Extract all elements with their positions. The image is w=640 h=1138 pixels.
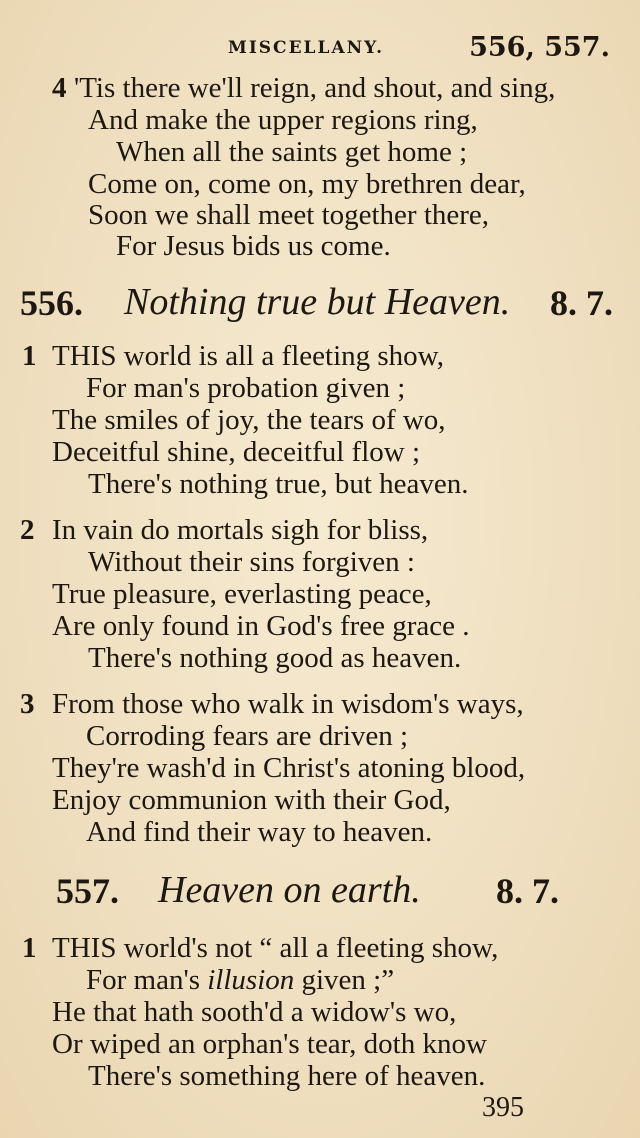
verse-line: Enjoy communion with their God, [52,784,451,816]
verse-line: Corroding fears are driven ; [86,720,409,752]
stanza-number: 4 [52,72,67,104]
verse-line: Deceitful shine, deceitful flow ; [52,436,421,468]
stanza-number: 3 [20,688,35,720]
verse-line: Are only found in God's free grace . [52,610,470,642]
running-head: MISCELLANY. [228,38,385,58]
verse-text: given ;” [301,964,395,996]
stanza-number: 1 [22,932,37,964]
verse-line-with-italic [86,964,394,996]
hymn-title: Heaven on earth. [158,869,421,911]
verse-line: Or wiped an orphan's tear, doth know [52,1028,487,1060]
stanza-number: 1 [22,340,37,372]
verse-text: For man's [86,964,200,996]
hymn-meter: 8. 7. [496,871,559,911]
verse-line: For man's probation given ; [86,372,406,404]
stanza-number: 2 [20,514,35,546]
verse-line: They're wash'd in Christ's atoning blood, [52,752,526,784]
verse-line: True pleasure, everlasting peace, [52,578,432,610]
verse-line: There's nothing true, but heaven. [88,468,469,500]
verse-line: For Jesus bids us come. [116,230,391,262]
verse-line: THIS world's not “ all a fleeting show, [52,932,499,964]
hymn-number: 556. [20,283,83,323]
verse-line: Without their sins forgiven : [88,546,415,578]
verse-line: He that hath sooth'd a widow's wo, [52,996,457,1028]
verse-line: When all the saints get home ; [116,136,468,168]
page-header [0,32,640,72]
verse-line: From those who walk in wisdom's ways, [52,688,524,720]
verse-line: In vain do mortals sigh for bliss, [52,514,429,546]
verse-line: Come on, come on, my brethren dear, [88,168,526,200]
verse-line: There's something here of heaven. [88,1060,486,1092]
italic-word: illusion [207,964,295,996]
hymn-number-range: 556, 557. [469,32,610,63]
verse-line: 'Tis there we'll reign, and shout, and sing, [74,72,556,104]
verse-line: THIS world is all a fleeting show, [52,340,444,372]
hymn-meter: 8. 7. [550,283,613,323]
verse-line: There's nothing good as heaven. [88,642,462,674]
verse-line: And find their way to heaven. [86,816,433,848]
page-number: 395 [482,1092,524,1123]
hymn-number: 557. [56,871,119,911]
hymn-title: Nothing true but Heaven. [124,281,511,323]
verse-line: And make the upper regions ring, [88,104,478,136]
verse-line: Soon we shall meet together there, [88,199,490,231]
verse-line: The smiles of joy, the tears of wo, [52,404,446,436]
